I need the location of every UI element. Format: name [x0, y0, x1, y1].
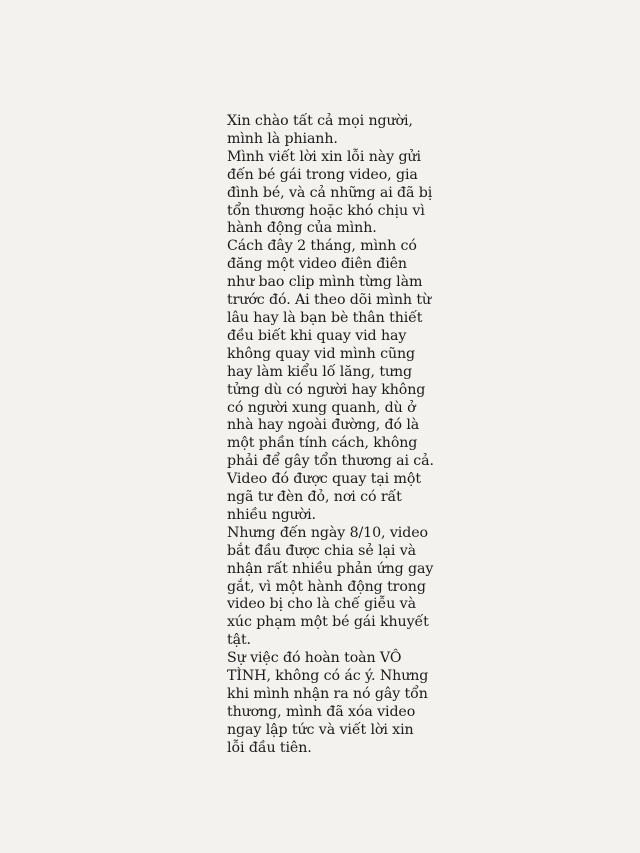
text-line: một phần tính cách, không: [227, 435, 418, 452]
text-line: Xin chào tất cả mọi người,: [227, 113, 413, 129]
text-line: video bị cho là chế giễu và: [227, 596, 416, 613]
text-line: khi mình nhận ra nó gây tổn: [227, 686, 428, 702]
text-line: trước đó. Ai theo dõi mình từ: [227, 292, 431, 309]
text-line: Nhưng đến ngày 8/10, video: [227, 524, 428, 541]
text-line: phải để gây tổn thương ai cả.: [227, 453, 434, 470]
text-line: ngay lập tức và viết lời xin: [227, 721, 414, 738]
text-line: Cách đây 2 tháng, mình có: [227, 238, 417, 255]
text-line: nhiều người.: [227, 506, 316, 523]
text-line: hành động của mình.: [227, 220, 377, 237]
text-line: mình là phianh.: [227, 130, 338, 147]
apology-text-block: [227, 113, 434, 758]
text-line: đình bé, và cả những ai đã bị: [227, 184, 433, 201]
text-line: có người xung quanh, dù ở: [227, 399, 416, 416]
text-line: Sự việc đó hoàn toàn VÔ: [227, 650, 402, 667]
text-line: Mình viết lời xin lỗi này gửi: [227, 148, 421, 165]
text-line: tửng dù có người hay không: [227, 381, 426, 398]
text-line: đến bé gái trong video, gia: [227, 166, 418, 183]
text-line: lỗi đầu tiên.: [227, 739, 312, 756]
text-line: đăng một video điên điên: [227, 256, 407, 273]
text-line: nhà hay ngoài đường, đó là: [227, 417, 420, 434]
text-line: thương, mình đã xóa video: [227, 703, 416, 720]
text-line: tật.: [227, 632, 251, 649]
text-line: TÌNH, không có ác ý. Nhưng: [227, 668, 429, 685]
text-line: như bao clip mình từng làm: [227, 274, 423, 291]
text-line: không quay vid mình cũng: [227, 345, 416, 362]
text-line: gắt, vì một hành động trong: [227, 578, 426, 595]
text-line: đều biết khi quay vid hay: [227, 327, 407, 344]
text-line: bắt đầu được chia sẻ lại và: [227, 542, 416, 559]
text-line: Video đó được quay tại một: [227, 471, 421, 488]
text-line: nhận rất nhiều phản ứng gay: [227, 560, 434, 577]
text-line: tổn thương hoặc khó chịu vì: [227, 202, 425, 219]
text-line: xúc phạm một bé gái khuyết: [227, 614, 429, 631]
text-line: lâu hay là bạn bè thân thiết: [227, 309, 423, 326]
text-line: hay làm kiểu lố lăng, tưng: [227, 363, 413, 380]
text-line: ngã tư đèn đỏ, nơi có rất: [227, 489, 402, 506]
